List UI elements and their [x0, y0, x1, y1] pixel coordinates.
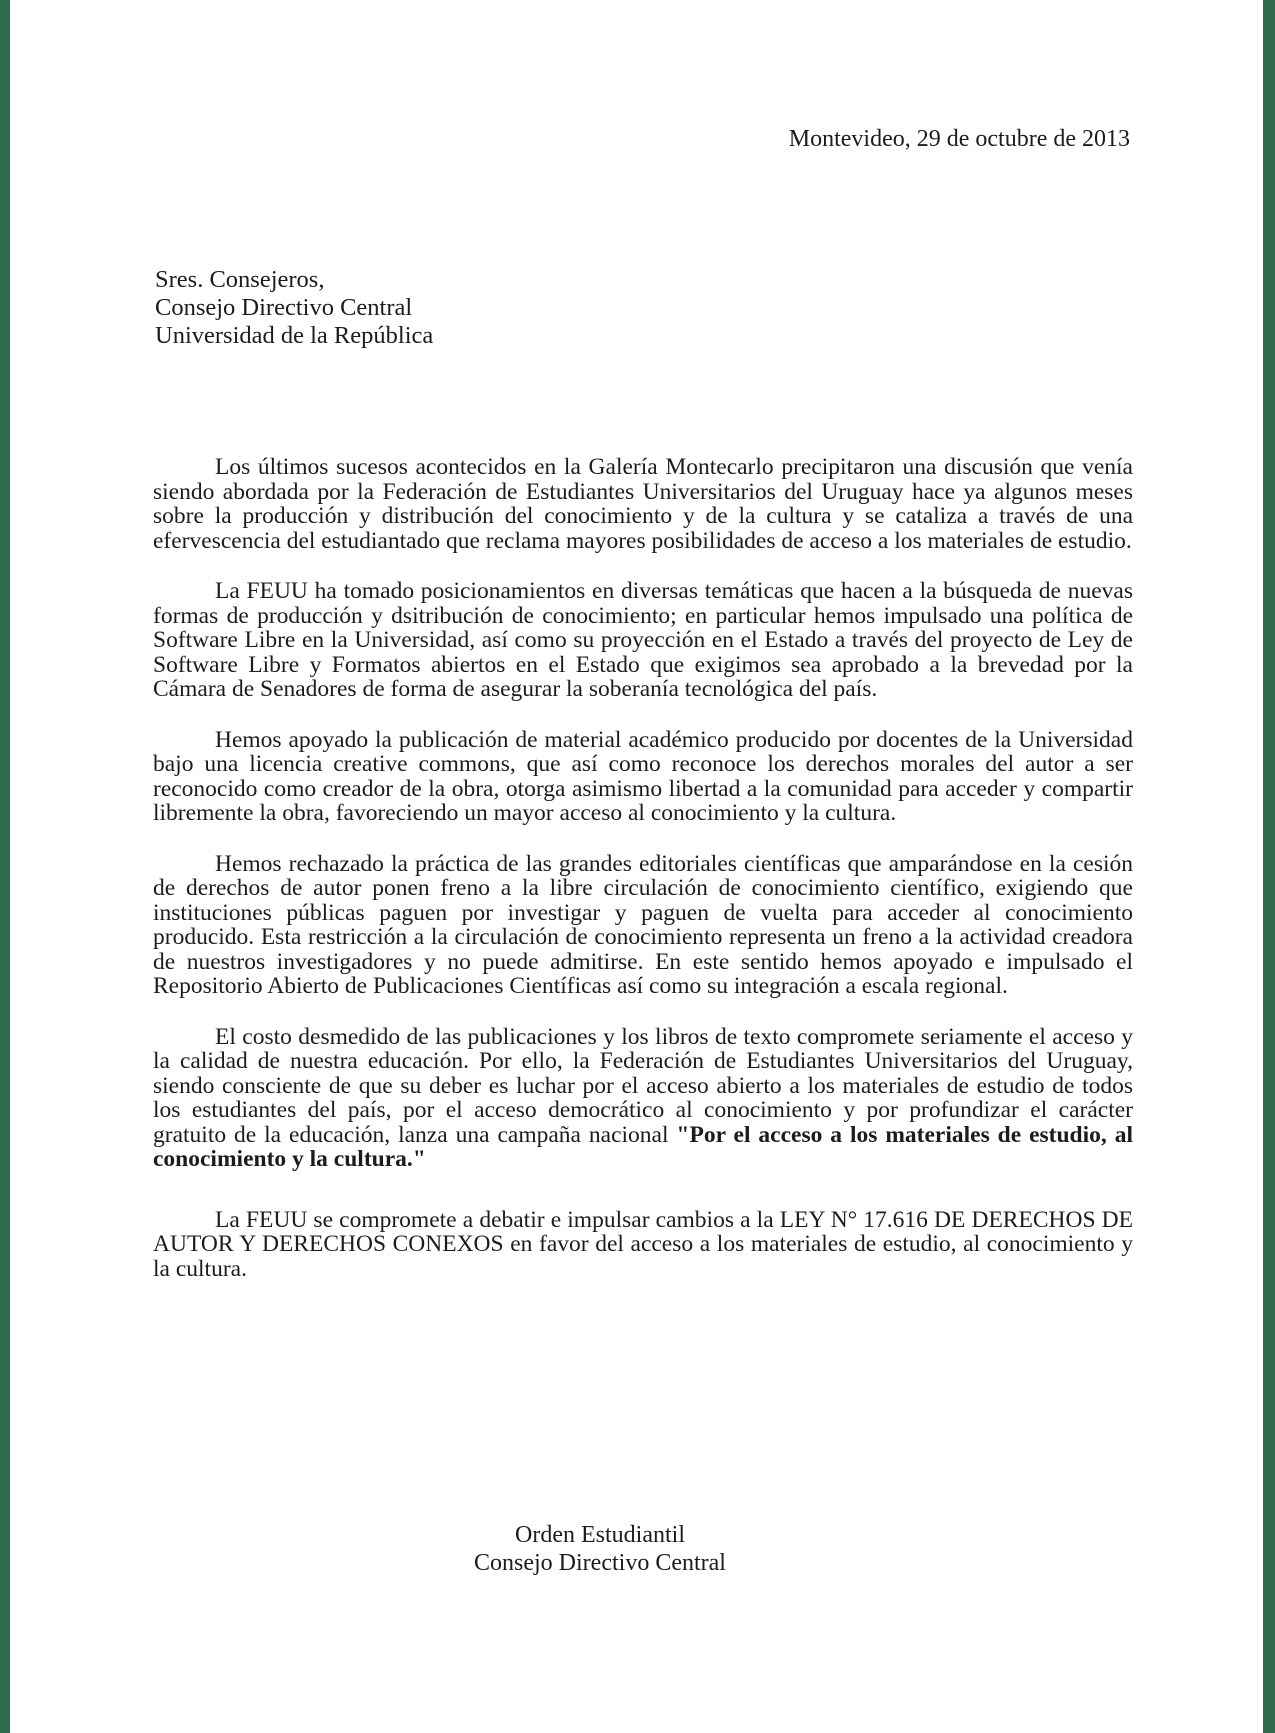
signature-order: Orden Estudiantil	[515, 1522, 685, 1548]
recipient-university: Universidad de la República	[155, 322, 434, 349]
letter-date: Montevideo, 29 de octubre de 2013	[788, 126, 1130, 152]
body-paragraph-6: La FEUU se compromete a debatir e impulsar cambios a la LEY N° 17.616 DE DERECHOS DE AUTOR Y DERECHOS CONEXOS en favor del acceso a los materiales de estudio, al conocimiento y la cultura.	[153, 1206, 1133, 1282]
campaign-name: "Por el acceso a los materiales de estudio, al conocimiento y la cultura."	[153, 1121, 1133, 1172]
recipient-block	[155, 266, 433, 350]
recipient-salutation: Sres. Consejeros,	[155, 266, 325, 293]
body-paragraph-1: Los últimos sucesos acontecidos en la Galería Montecarlo precipitaron una discusión que venía siendo abordada por la Federación de Estudiantes Universitarios del Uruguay hace ya algunos meses sobre la producción y distribución del conocimiento y de la cultura y se cataliza a través de una efervescencia del estudiantado que reclama mayores posibilidades de acceso a los materiales de estudio.	[153, 454, 1133, 554]
body-paragraph-4: Hemos rechazado la práctica de las grandes editoriales científicas que amparándose en la cesión de derechos de autor ponen freno a la libre circulación de conocimiento científico, exigiendo que instituciones públicas paguen por investigar y paguen de vuelta para acceder al conocimiento producido. Esta restricción a la circulación de conocimiento representa un freno a la actividad creadora de nuestros investigadores y no puede admitirse. En este sentido hemos apoyado e impulsado el Repositorio Abierto de Publicaciones Científicas así como su integración a escala regional.	[153, 850, 1133, 999]
letter-page	[10, 0, 1263, 1733]
signature-council: Consejo Directivo Central	[474, 1550, 726, 1576]
signature-block	[410, 1521, 790, 1577]
letter-body	[153, 455, 1133, 1307]
recipient-council: Consejo Directivo Central	[155, 294, 413, 321]
body-paragraph-2: La FEUU ha tomado posicionamientos en diversas temáticas que hacen a la búsqueda de nuevas formas de producción y dsitribución de conocimiento; en particular hemos impulsado una política de Software Libre en la Universidad, así como su proyección en el Estado a través del proyecto de Ley de Software Libre y Formatos abiertos en el Estado que exigimos sea aprobado a la brevedad por la Cámara de Senadores de forma de asegurar la soberanía tecnológica del país.	[153, 578, 1133, 702]
body-paragraph-3: Hemos apoyado la publicación de material académico producido por docentes de la Universidad bajo una licencia creative commons, que así como reconoce los derechos morales del autor a ser reconocido como creador de la obra, otorga asimismo libertad a la comunidad para acceder y compartir libremente la obra, favoreciendo un mayor acceso al conocimiento y la cultura.	[153, 726, 1133, 826]
paragraph-5-text: El costo desmedido de las publicaciones y los libros de texto compromete seriamente el acceso y la calidad de nuestra educación. Por ello, la Federación de Estudiantes Universitarios del Uruguay, siendo consciente de que su deber es luchar por el acceso abierto a los materiales de estudio de todos los estudiantes del país, por el acceso democrático al conocimiento y por profundizar el carácter gratuito de la educación, lanza una campaña nacional	[153, 1023, 1133, 1148]
body-paragraph-5	[153, 1025, 1133, 1172]
